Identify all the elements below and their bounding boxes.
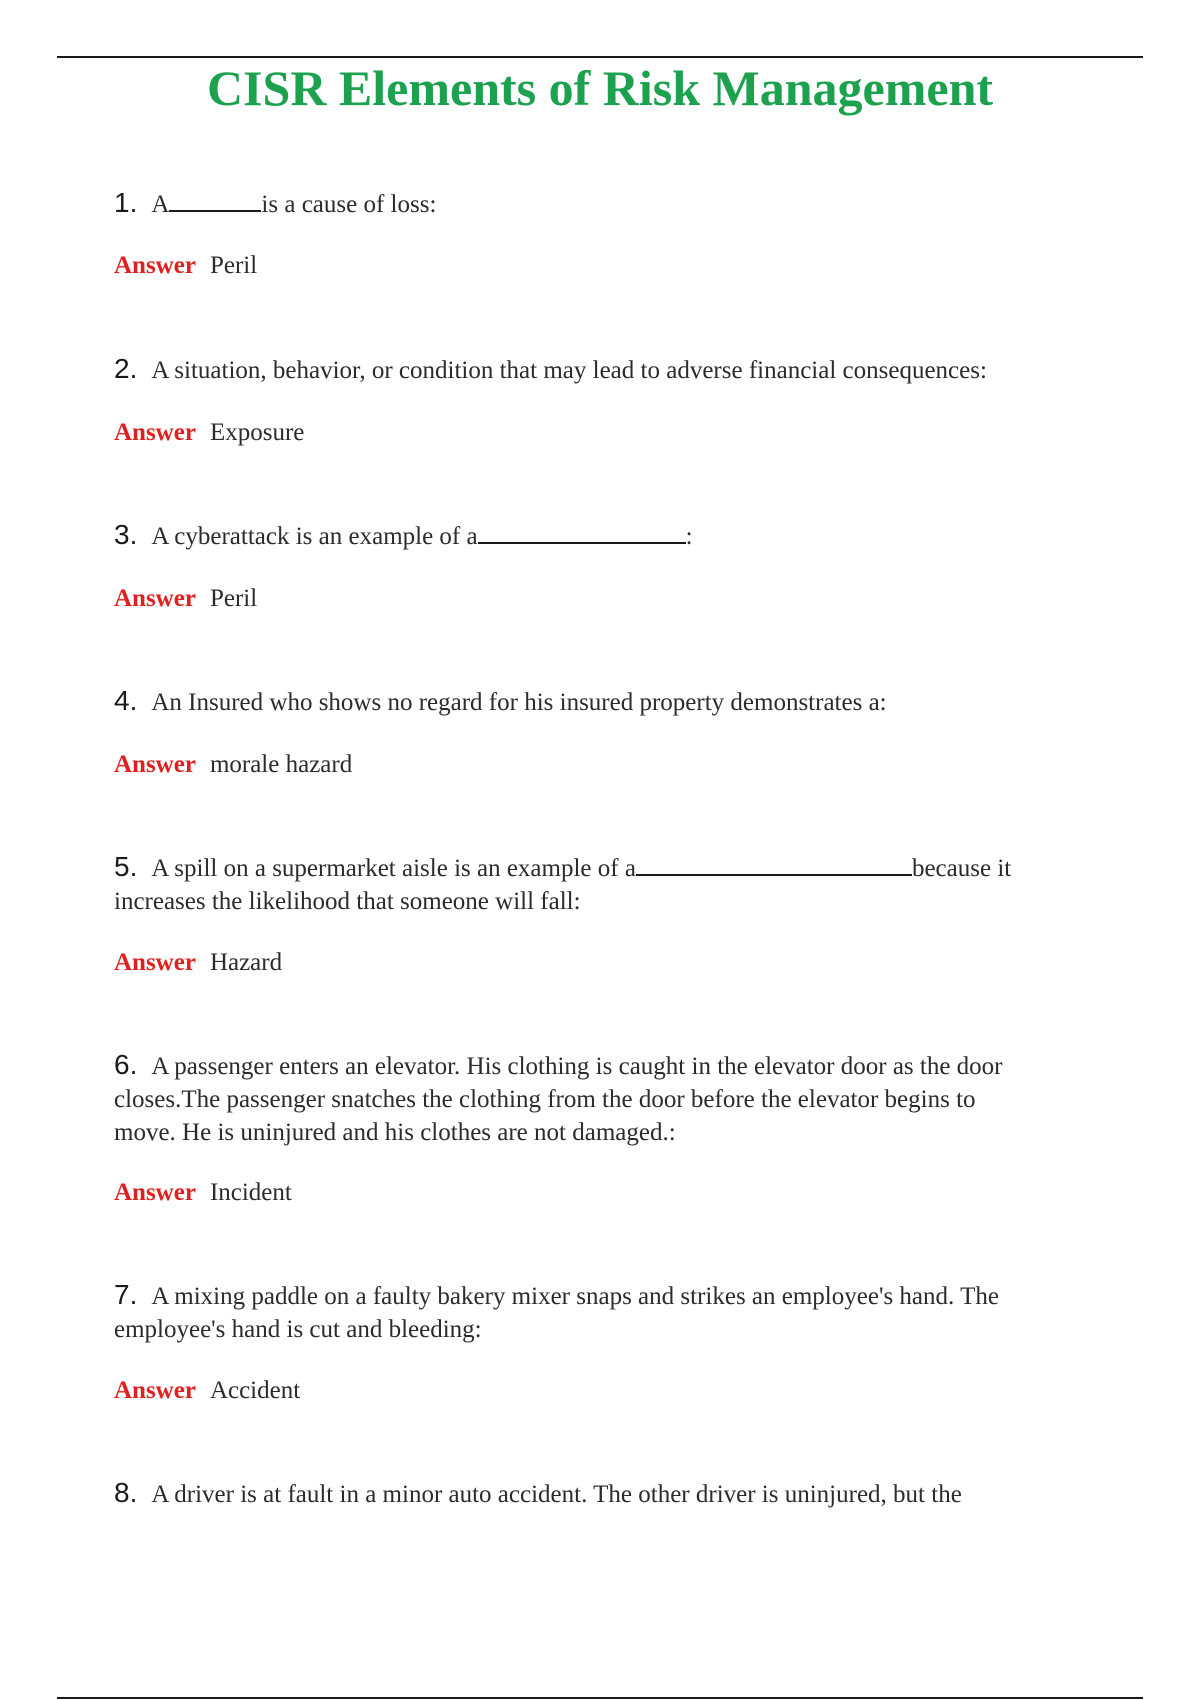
answer-label: Answer bbox=[114, 252, 196, 279]
answer-value: Peril bbox=[209, 585, 258, 612]
answer-value: Peril bbox=[209, 252, 258, 279]
question-4 bbox=[114, 684, 1124, 719]
answer-label: Answer bbox=[114, 1179, 196, 1206]
answer-value: Accident bbox=[209, 1377, 301, 1404]
answer-3 bbox=[114, 582, 257, 615]
bottom-rule bbox=[57, 1697, 1143, 1699]
answer-blank bbox=[478, 520, 686, 544]
answer-label: Answer bbox=[114, 585, 196, 612]
question-6 bbox=[114, 1048, 1124, 1149]
question-number: 1. bbox=[114, 187, 138, 218]
answer-label: Answer bbox=[114, 751, 196, 778]
question-8 bbox=[114, 1476, 1124, 1511]
answer-value: Exposure bbox=[209, 419, 305, 446]
question-text-before: A bbox=[151, 191, 170, 218]
question-text-line1: A passenger enters an elevator. His clothing is caught in the elevator door as the door bbox=[151, 1053, 1003, 1080]
answer-5 bbox=[114, 946, 282, 979]
question-number: 5. bbox=[114, 851, 138, 882]
question-number: 6. bbox=[114, 1049, 138, 1080]
question-number: 3. bbox=[114, 519, 138, 550]
answer-label: Answer bbox=[114, 419, 196, 446]
question-text: An Insured who shows no regard for his insured property demonstrates a: bbox=[151, 689, 887, 716]
question-text: A situation, behavior, or condition that may lead to adverse financial consequences: bbox=[151, 357, 987, 384]
question-text-after: : bbox=[685, 523, 693, 550]
answer-label: Answer bbox=[114, 1377, 196, 1404]
answer-value: Hazard bbox=[209, 949, 283, 976]
question-text-line1: A mixing paddle on a faulty bakery mixer snaps and strikes an employee's hand. The bbox=[151, 1283, 999, 1310]
page-title: CISR Elements of Risk Management bbox=[206, 60, 994, 116]
answer-blank bbox=[169, 188, 261, 212]
question-text-after: is a cause of loss: bbox=[261, 191, 437, 218]
answer-6 bbox=[114, 1176, 292, 1209]
answer-7 bbox=[114, 1374, 300, 1407]
question-text: A driver is at fault in a minor auto accident. The other driver is uninjured, but the bbox=[151, 1481, 962, 1508]
answer-value: morale hazard bbox=[209, 751, 353, 778]
answer-value: Incident bbox=[209, 1179, 292, 1206]
question-2 bbox=[114, 352, 1124, 387]
answer-2 bbox=[114, 416, 304, 449]
answer-label: Answer bbox=[114, 949, 196, 976]
question-text-line2: closes.The passenger snatches the clothing from the door before the elevator begins to bbox=[114, 1086, 976, 1113]
question-text-line2: employee's hand is cut and bleeding: bbox=[114, 1316, 482, 1343]
question-text-line2: increases the likelihood that someone will fall: bbox=[114, 888, 581, 915]
question-number: 7. bbox=[114, 1279, 138, 1310]
answer-4 bbox=[114, 748, 352, 781]
answer-blank bbox=[636, 852, 912, 876]
question-3 bbox=[114, 518, 1124, 553]
answer-1 bbox=[114, 249, 257, 282]
question-number: 2. bbox=[114, 353, 138, 384]
question-7 bbox=[114, 1278, 1124, 1346]
question-text-line3: move. He is uninjured and his clothes are not damaged.: bbox=[114, 1119, 676, 1146]
question-text-before: A cyberattack is an example of a bbox=[151, 523, 478, 550]
question-1 bbox=[114, 186, 1124, 221]
question-number: 4. bbox=[114, 685, 138, 716]
question-text-after: because it bbox=[911, 855, 1012, 882]
question-5 bbox=[114, 850, 1124, 918]
question-number: 8. bbox=[114, 1477, 138, 1508]
question-text-before: A spill on a supermarket aisle is an example of a bbox=[151, 855, 636, 882]
